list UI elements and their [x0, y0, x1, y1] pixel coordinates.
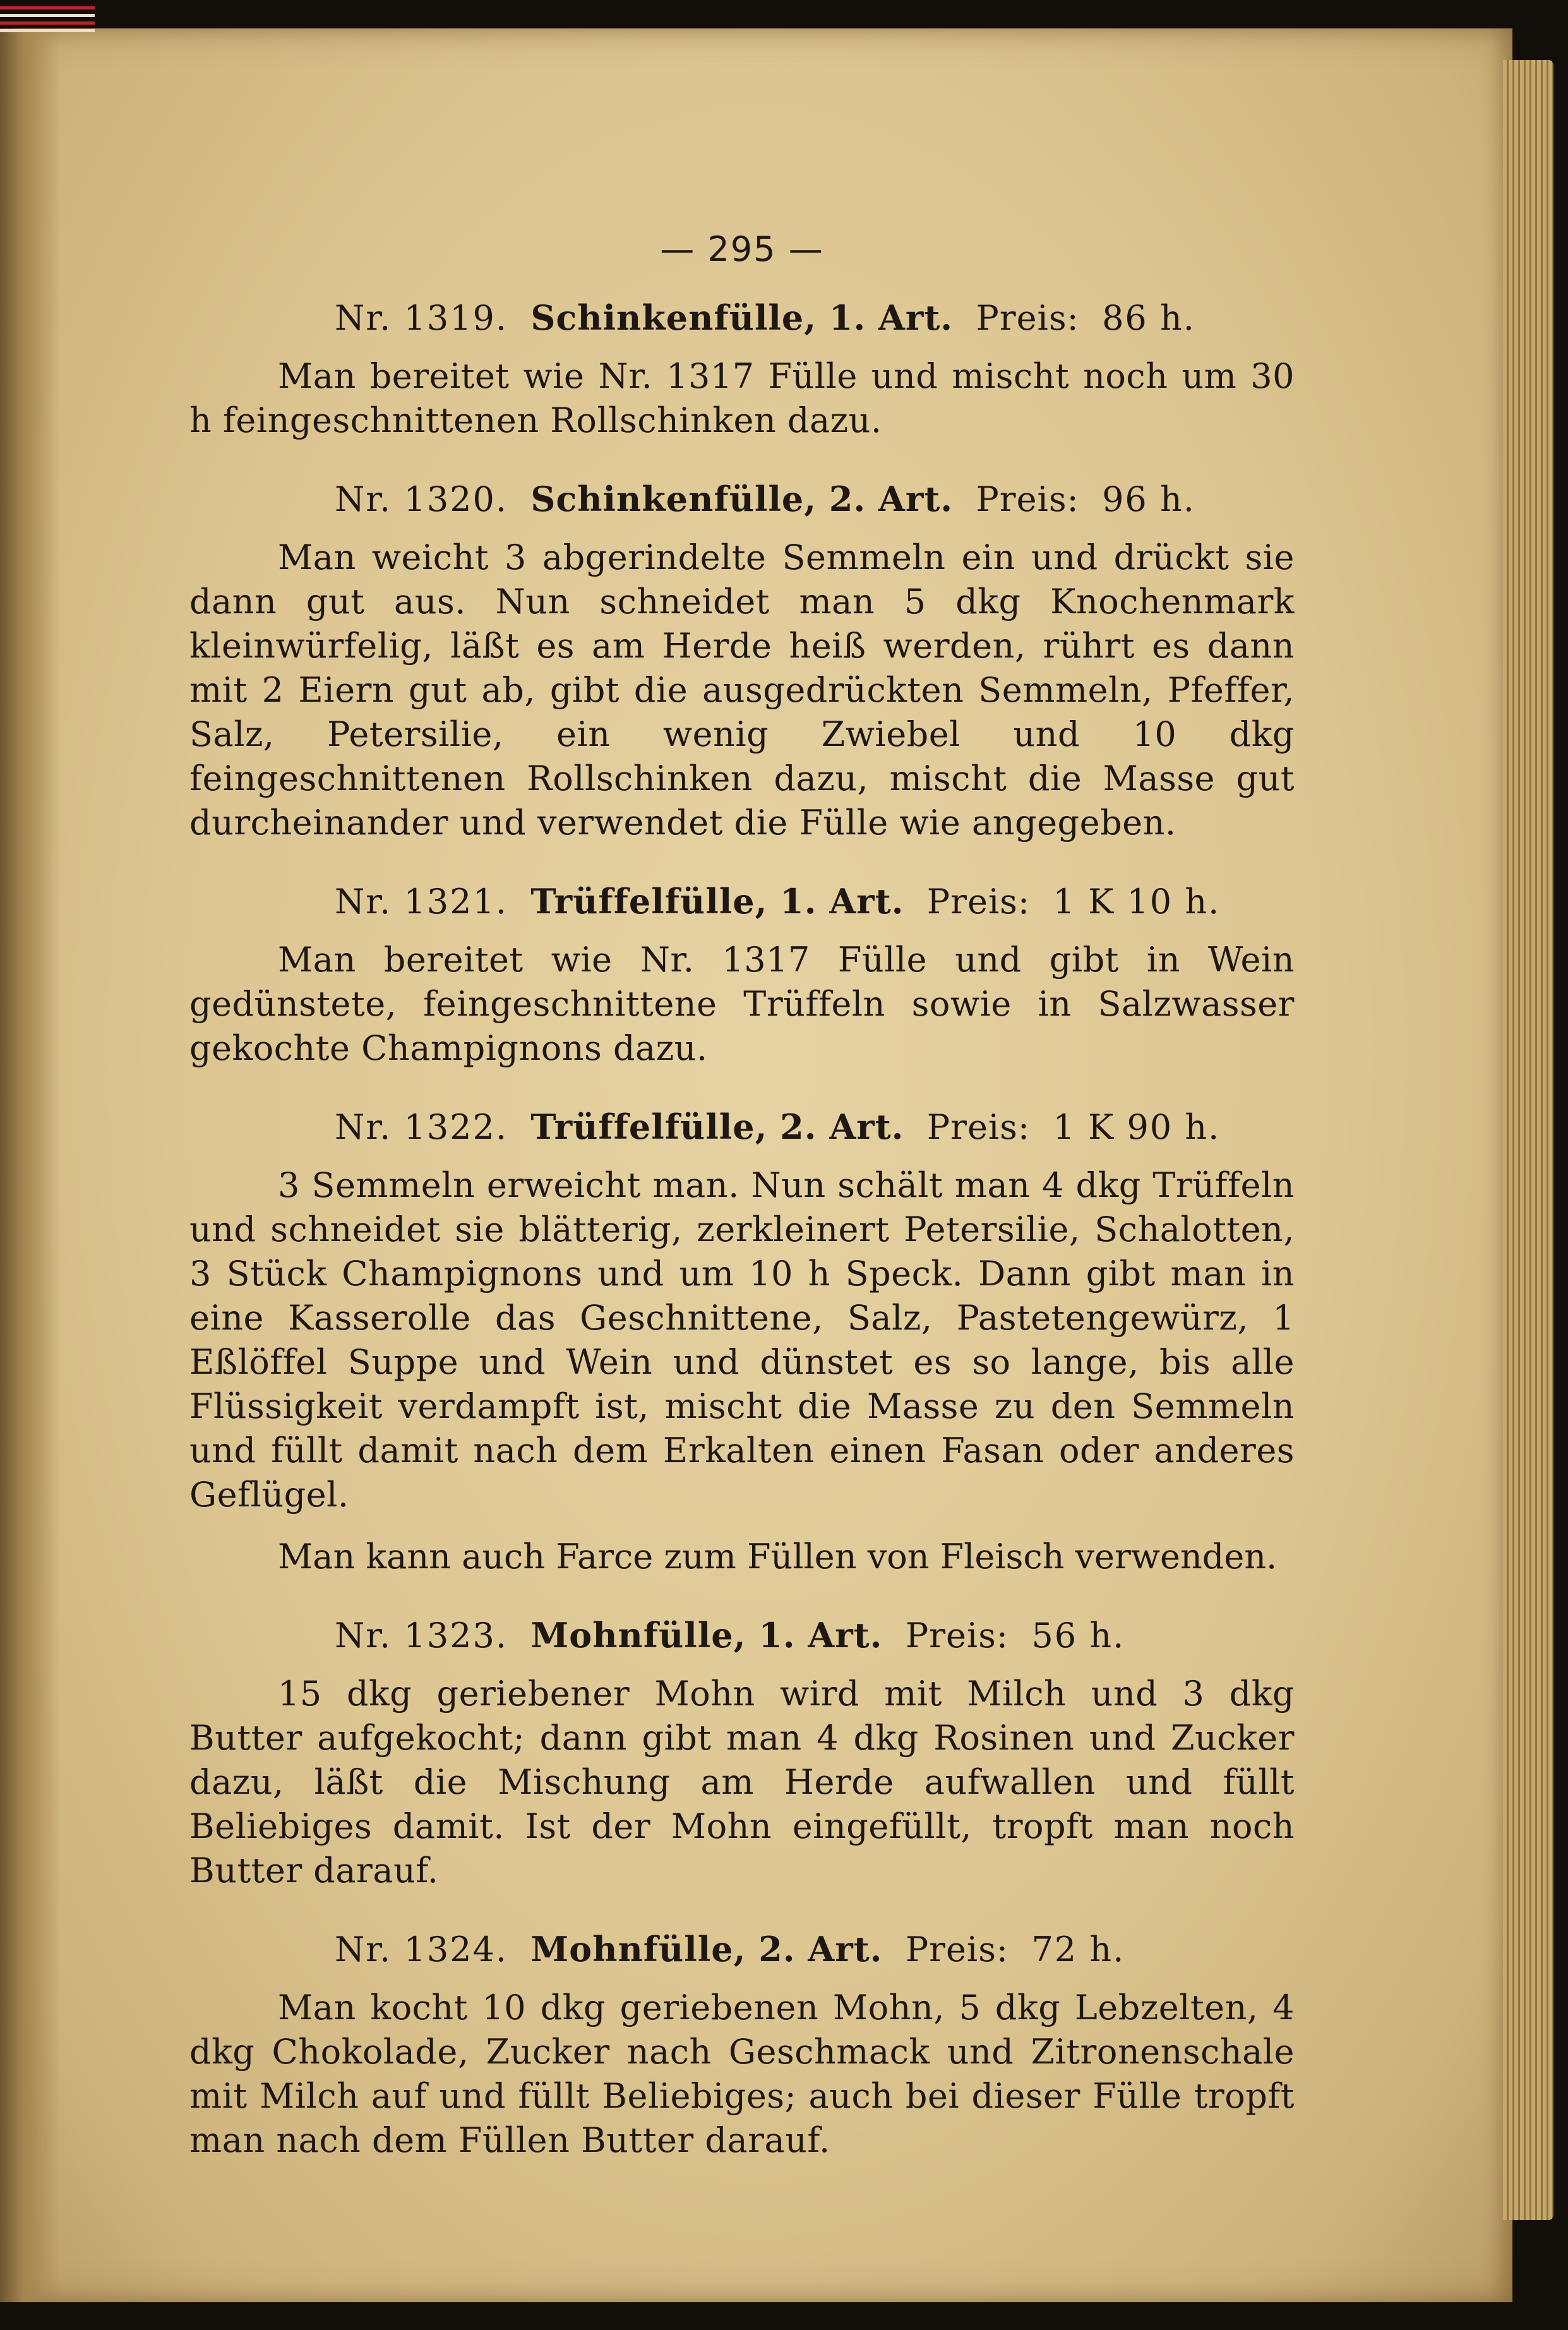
recipe-title: Trüffelfülle, 2. Art.: [530, 1107, 904, 1147]
recipe-heading: [189, 1613, 1295, 1658]
recipe-entry: [189, 879, 1295, 1071]
price-label: Preis:: [926, 1107, 1031, 1147]
recipe-number: Nr. 1323.: [335, 1616, 508, 1655]
price-value: 86 h.: [1102, 298, 1195, 338]
recipe-note: Man kann auch Farce zum Füllen von Fleisch verwenden.: [278, 1537, 1278, 1576]
recipe-title: Mohnfülle, 2. Art.: [530, 1929, 883, 1969]
page-edges: [1503, 60, 1553, 2220]
binding-stitch: [0, 0, 88, 38]
page-number: — 295 —: [660, 229, 824, 269]
recipe-entry: [189, 1105, 1295, 1517]
recipe-title: Mohnfülle, 1. Art.: [530, 1615, 883, 1655]
recipe-text: 3 Semmeln erweicht man. Nun schält man 4 dkg Trüffeln und schneidet sie blätterig, zerkleinert Petersilie, Schalotten, 3 Stück Champignons und um 10 h Speck. Dann gibt man in eine Kasserolle das Geschnittene, Salz, Pastetengewürz, 1 Eßlöffel Suppe und Wein und dünstet es so lange, bis alle Flüssigkeit verdampft ist, mischt die Masse zu den Semmeln und füllt damit nach dem Erkalten einen Fasan oder anderes Geflügel.: [189, 1165, 1295, 1515]
recipe-entry: [189, 1927, 1295, 2163]
price-label: Preis:: [976, 479, 1079, 519]
recipe-text: 15 dkg geriebener Mohn wird mit Milch und 3 dkg Butter aufgekocht; dann gibt man 4 dkg Rosinen und Zucker dazu, läßt die Mischung am Herde aufwallen und füllt Beliebiges damit. Ist der Mohn eingefüllt, tropft man noch Butter darauf.: [189, 1674, 1295, 1890]
price-label: Preis:: [905, 1930, 1009, 1969]
page-content: [189, 227, 1295, 2197]
recipe-entry: [189, 1613, 1295, 1893]
recipe-text: Man bereitet wie Nr. 1317 Fülle und mischt noch um 30 h feingeschnittenen Rollschinken dazu.: [189, 356, 1295, 440]
recipe-text: Man weicht 3 abgerindelte Semmeln ein und drückt sie dann gut aus. Nun schneidet man 5 dkg Knochenmark kleinwürfelig, läßt es am Herde heiß werden, rührt es dann mit 2 Eiern gut ab, gibt die ausgedrückten Semmeln, Pfeffer, Salz, Petersilie, ein wenig Zwiebel und 10 dkg feingeschnittenen Rollschinken dazu, mischt die Masse gut durcheinander und verwendet die Fülle wie angegeben.: [189, 537, 1295, 843]
price-value: 56 h.: [1031, 1616, 1125, 1655]
recipe-heading: [189, 1927, 1295, 1972]
recipe-heading: [189, 1105, 1295, 1150]
recipe-number: Nr. 1324.: [335, 1930, 508, 1969]
price-value: 1 K 90 h.: [1053, 1107, 1221, 1147]
recipe-number: Nr. 1321.: [335, 882, 508, 922]
price-label: Preis:: [976, 298, 1079, 338]
recipe-number: Nr. 1322.: [335, 1107, 508, 1147]
recipe-entry: [189, 296, 1295, 443]
price-label: Preis:: [926, 882, 1031, 922]
recipe-title: Trüffelfülle, 1. Art.: [530, 881, 904, 922]
recipe-title: Schinkenfülle, 2. Art.: [530, 479, 954, 519]
price-value: 1 K 10 h.: [1053, 882, 1221, 922]
price-value: 96 h.: [1102, 479, 1195, 519]
price-value: 72 h.: [1031, 1930, 1125, 1969]
recipe-heading: [189, 477, 1295, 522]
recipe-heading: [189, 879, 1295, 924]
recipe-title: Schinkenfülle, 1. Art.: [530, 297, 954, 338]
price-label: Preis:: [905, 1616, 1009, 1655]
recipe-text: Man kocht 10 dkg geriebenen Mohn, 5 dkg Lebzelten, 4 dkg Chokolade, Zucker nach Geschmack und Zitronenschale mit Milch auf und füllt Beliebiges; auch bei dieser Fülle tropft man nach dem Füllen Butter darauf.: [189, 1988, 1295, 2160]
recipe-number: Nr. 1320.: [335, 479, 508, 519]
recipe-heading: [189, 296, 1295, 340]
recipe-number: Nr. 1319.: [335, 298, 508, 338]
recipe-text: Man bereitet wie Nr. 1317 Fülle und gibt in Wein gedünstete, feingeschnittene Trüffeln sowie in Salzwasser gekochte Champignons dazu.: [189, 940, 1295, 1068]
recipe-entry: [189, 477, 1295, 845]
page-gutter: [0, 28, 60, 2302]
